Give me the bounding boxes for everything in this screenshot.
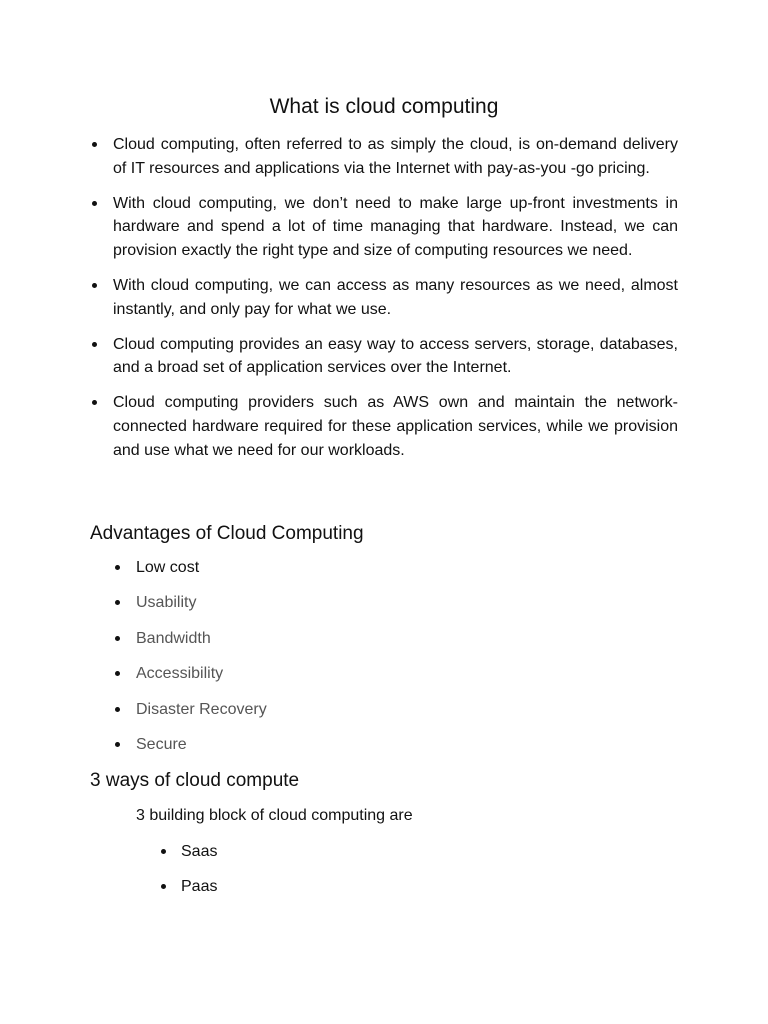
list-item: With cloud computing, we don’t need to make large up-front investments in hardware and spend a lot of time managing that hardware. Instead, we can provision exactly the right type and size of computing resources we need. bbox=[90, 192, 678, 263]
list-item: Cloud computing, often referred to as simply the cloud, is on-demand delivery of IT resources and applications via the Internet with pay-as-you -go pricing. bbox=[90, 133, 678, 180]
list-item: Disaster Recovery bbox=[113, 698, 267, 733]
list-item: Cloud computing provides an easy way to access servers, storage, databases, and a broad set of application services over the Internet. bbox=[90, 333, 678, 380]
intro-bullet-list bbox=[90, 133, 678, 474]
ways-list bbox=[159, 840, 217, 910]
list-item: Bandwidth bbox=[113, 627, 267, 662]
ways-heading: 3 ways of cloud compute bbox=[90, 770, 300, 791]
list-item: Usability bbox=[113, 591, 267, 626]
ways-intro-text: 3 building block of cloud computing are bbox=[136, 807, 413, 824]
list-item: Cloud computing providers such as AWS own and maintain the network-connected hardware required for these application services, while we provision and use what we need for our workloads. bbox=[90, 391, 678, 462]
page-title: What is cloud computing bbox=[269, 95, 499, 118]
list-item: Secure bbox=[113, 733, 267, 768]
list-item: Low cost bbox=[113, 556, 267, 591]
list-item: With cloud computing, we can access as many resources as we need, almost instantly, and only pay for what we use. bbox=[90, 274, 678, 321]
list-item: Saas bbox=[159, 840, 217, 875]
advantages-list bbox=[113, 556, 267, 768]
list-item: Accessibility bbox=[113, 662, 267, 697]
list-item: Paas bbox=[159, 875, 217, 910]
advantages-heading: Advantages of Cloud Computing bbox=[90, 523, 364, 544]
